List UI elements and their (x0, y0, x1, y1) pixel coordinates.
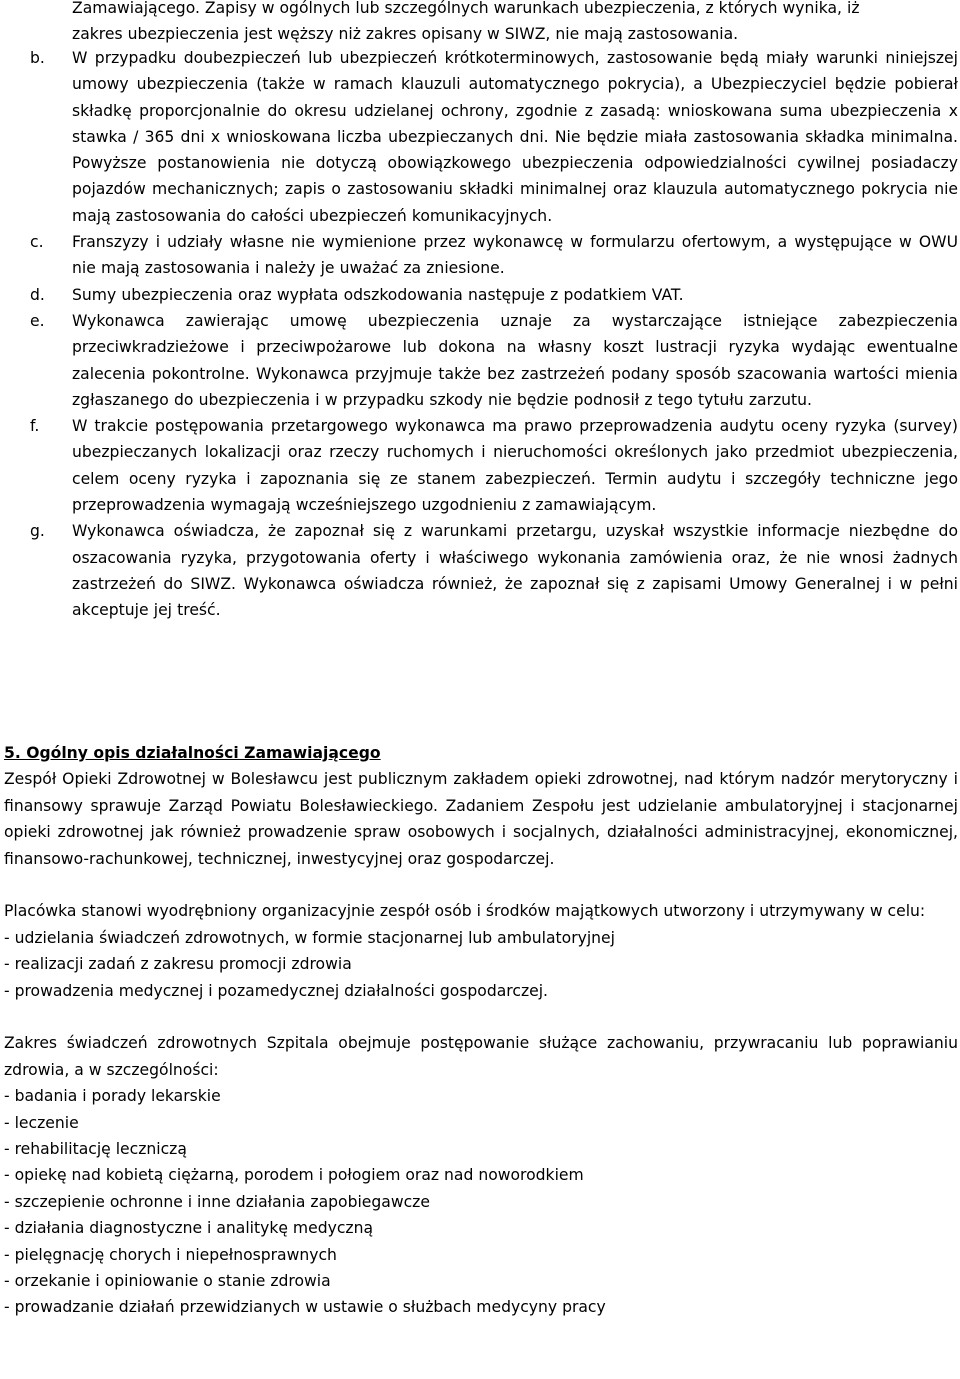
paragraph-gap (4, 1004, 958, 1030)
list-item: - prowadzenia medycznej i pozamedycznej działalności gospodarczej. (4, 981, 549, 1000)
intro-line: zakres ubezpieczenia jest węższy niż zakres opisany w SIWZ, nie mają zastosowania. (72, 25, 739, 43)
list-marker: d. (30, 285, 45, 304)
list-item: - opiekę nad kobietą ciężarną, porodem i połogiem oraz nad noworodkiem (4, 1166, 584, 1185)
conditions-list (30, 45, 958, 624)
list-item (30, 308, 958, 413)
list-item: - szczepienie ochronne i inne działania zapobiegawcze (4, 1192, 430, 1211)
purpose-list (4, 925, 958, 1004)
paragraph-gap (4, 872, 958, 898)
list-item: - orzekanie i opiniowanie o stanie zdrowia (4, 1272, 331, 1291)
section-5 (4, 740, 958, 1321)
list-marker: e. (30, 311, 45, 330)
list-item: - pielęgnację chorych i niepełnosprawnych (4, 1245, 337, 1264)
paragraph-description: Zespół Opieki Zdrowotnej w Bolesławcu jest publicznym zakładem opieki zdrowotnej, nad którym nadzór merytoryczny i finansowy sprawuje Zarząd Powiatu Bolesławieckiego. Zadaniem Zespołu jest udzielanie ambulatoryjnej i stacjonarnej opieki zdrowotnej jak również prowadzenie spraw osobowych i socjalnych, działalności administracyjnej, ekonomicznej, finansowo-rachunkowej, technicznej, inwestycyjnej oraz gospodarczej. (4, 770, 958, 868)
list-item-text: Franszyzy i udziały własne nie wymienione przez wykonawcę w formularzu ofertowym, a występujące w OWU nie mają zastosowania i należy je uważać za zniesione. (72, 233, 958, 278)
list-item (30, 229, 958, 282)
list-item (30, 518, 958, 623)
list-item (30, 45, 958, 229)
list-item: - realizacji zadań z zakresu promocji zdrowia (4, 955, 352, 974)
list-item-text: W trakcie postępowania przetargowego wykonawca ma prawo przeprowadzenia audytu oceny ryzyka (survey) ubezpieczanych lokalizacji oraz rzeczy ruchomych i nieruchomości określonych jako przedmiot ubezpieczenia, celem oceny ryzyka i zapoznania się ze stanem zabezpieczeń. Termin audytu i szczegóły techniczne jego przeprowadzenia wymagają wcześniejszego uzgodnieniu z zamawiającym. (72, 417, 958, 515)
paragraph-scope: Zakres świadczeń zdrowotnych Szpitala obejmuje postępowanie służące zachowaniu, przywracaniu lub poprawianiu zdrowia, a w szczególności: (4, 1034, 958, 1079)
list-marker: b. (30, 49, 45, 67)
scope-list (4, 1083, 958, 1321)
section-title: 5. Ogólny opis działalności Zamawiającego (4, 744, 381, 762)
list-item (30, 413, 958, 518)
list-item (30, 282, 958, 308)
list-item-text: Sumy ubezpieczenia oraz wypłata odszkodowania następuje z podatkiem VAT. (72, 285, 684, 304)
list-item-text: Wykonawca zawierając umowę ubezpieczenia uznaje za wystarczające istniejące zabezpieczenia przeciwkradzieżowe i przeciwpożarowe lub dokona na własny koszt lustracji ryzyka wydając ewentualne zalecenia pokontrolne. Wykonawca przyjmuje także bez zastrzeżeń podany sposób szacowania wartości mienia zgłaszanego do ubezpieczenia i w przypadku szkody nie będzie podnosił z tego tytułu zarzutu. (72, 311, 958, 409)
list-item: - udzielania świadczeń zdrowotnych, w formie stacjonarnej lub ambulatoryjnej (4, 928, 615, 947)
list-item: - działania diagnostyczne i analitykę medyczną (4, 1219, 374, 1238)
paragraph-purpose: Placówka stanowi wyodrębniony organizacyjnie zespół osób i środków majątkowych utworzony i utrzymywany w celu: (4, 902, 926, 921)
list-item: - prowadzanie działań przewidzianych w ustawie o służbach medycyny pracy (4, 1298, 606, 1317)
list-item: - leczenie (4, 1113, 79, 1132)
list-item: - rehabilitację leczniczą (4, 1140, 187, 1159)
list-item-text: Wykonawca oświadcza, że zapoznał się z warunkami przetargu, uzyskał wszystkie informacje niezbędne do oszacowania ryzyka, przygotowania oferty i właściwego wykonania zamówienia oraz, że nie wnosi żadnych zastrzeżeń do SIWZ. Wykonawca oświadcza również, że zapoznał się z zapisami Umowy Generalnej i w pełni akceptuje jej treść. (72, 522, 958, 620)
intro-paragraph (72, 0, 957, 47)
list-marker: f. (30, 417, 40, 436)
list-marker: g. (30, 522, 45, 541)
list-item: - badania i porady lekarskie (4, 1087, 221, 1106)
list-marker: c. (30, 233, 44, 252)
list-item-text: W przypadku doubezpieczeń lub ubezpieczeń krótkoterminowych, zastosowanie będą miały warunki niniejszej umowy ubezpieczenia (także w ramach klauzuli automatycznego pokrycia), a Ubezpieczyciel będzie pobierał składkę proporcjonalnie do okresu udzielanej ochrony, zgodnie z zasadą: wnioskowana suma ubezpieczenia x stawka / 365 dni x wnioskowana liczba ubezpieczanych dni. Nie będzie miała zastosowania składka minimalna. Powyższe postanowienia nie dotyczą obowiązkowego ubezpieczenia odpowiedzialności cywilnej posiadaczy pojazdów mechanicznych; zapis o zastosowaniu składki minimalnej oraz klauzula automatycznego pokrycia nie mają zastosowania do całości ubezpieczeń komunikacyjnych. (72, 49, 958, 225)
intro-line: Zamawiającego. Zapisy w ogólnych lub szczególnych warunkach ubezpieczenia, z których wynika, iż (72, 0, 860, 17)
